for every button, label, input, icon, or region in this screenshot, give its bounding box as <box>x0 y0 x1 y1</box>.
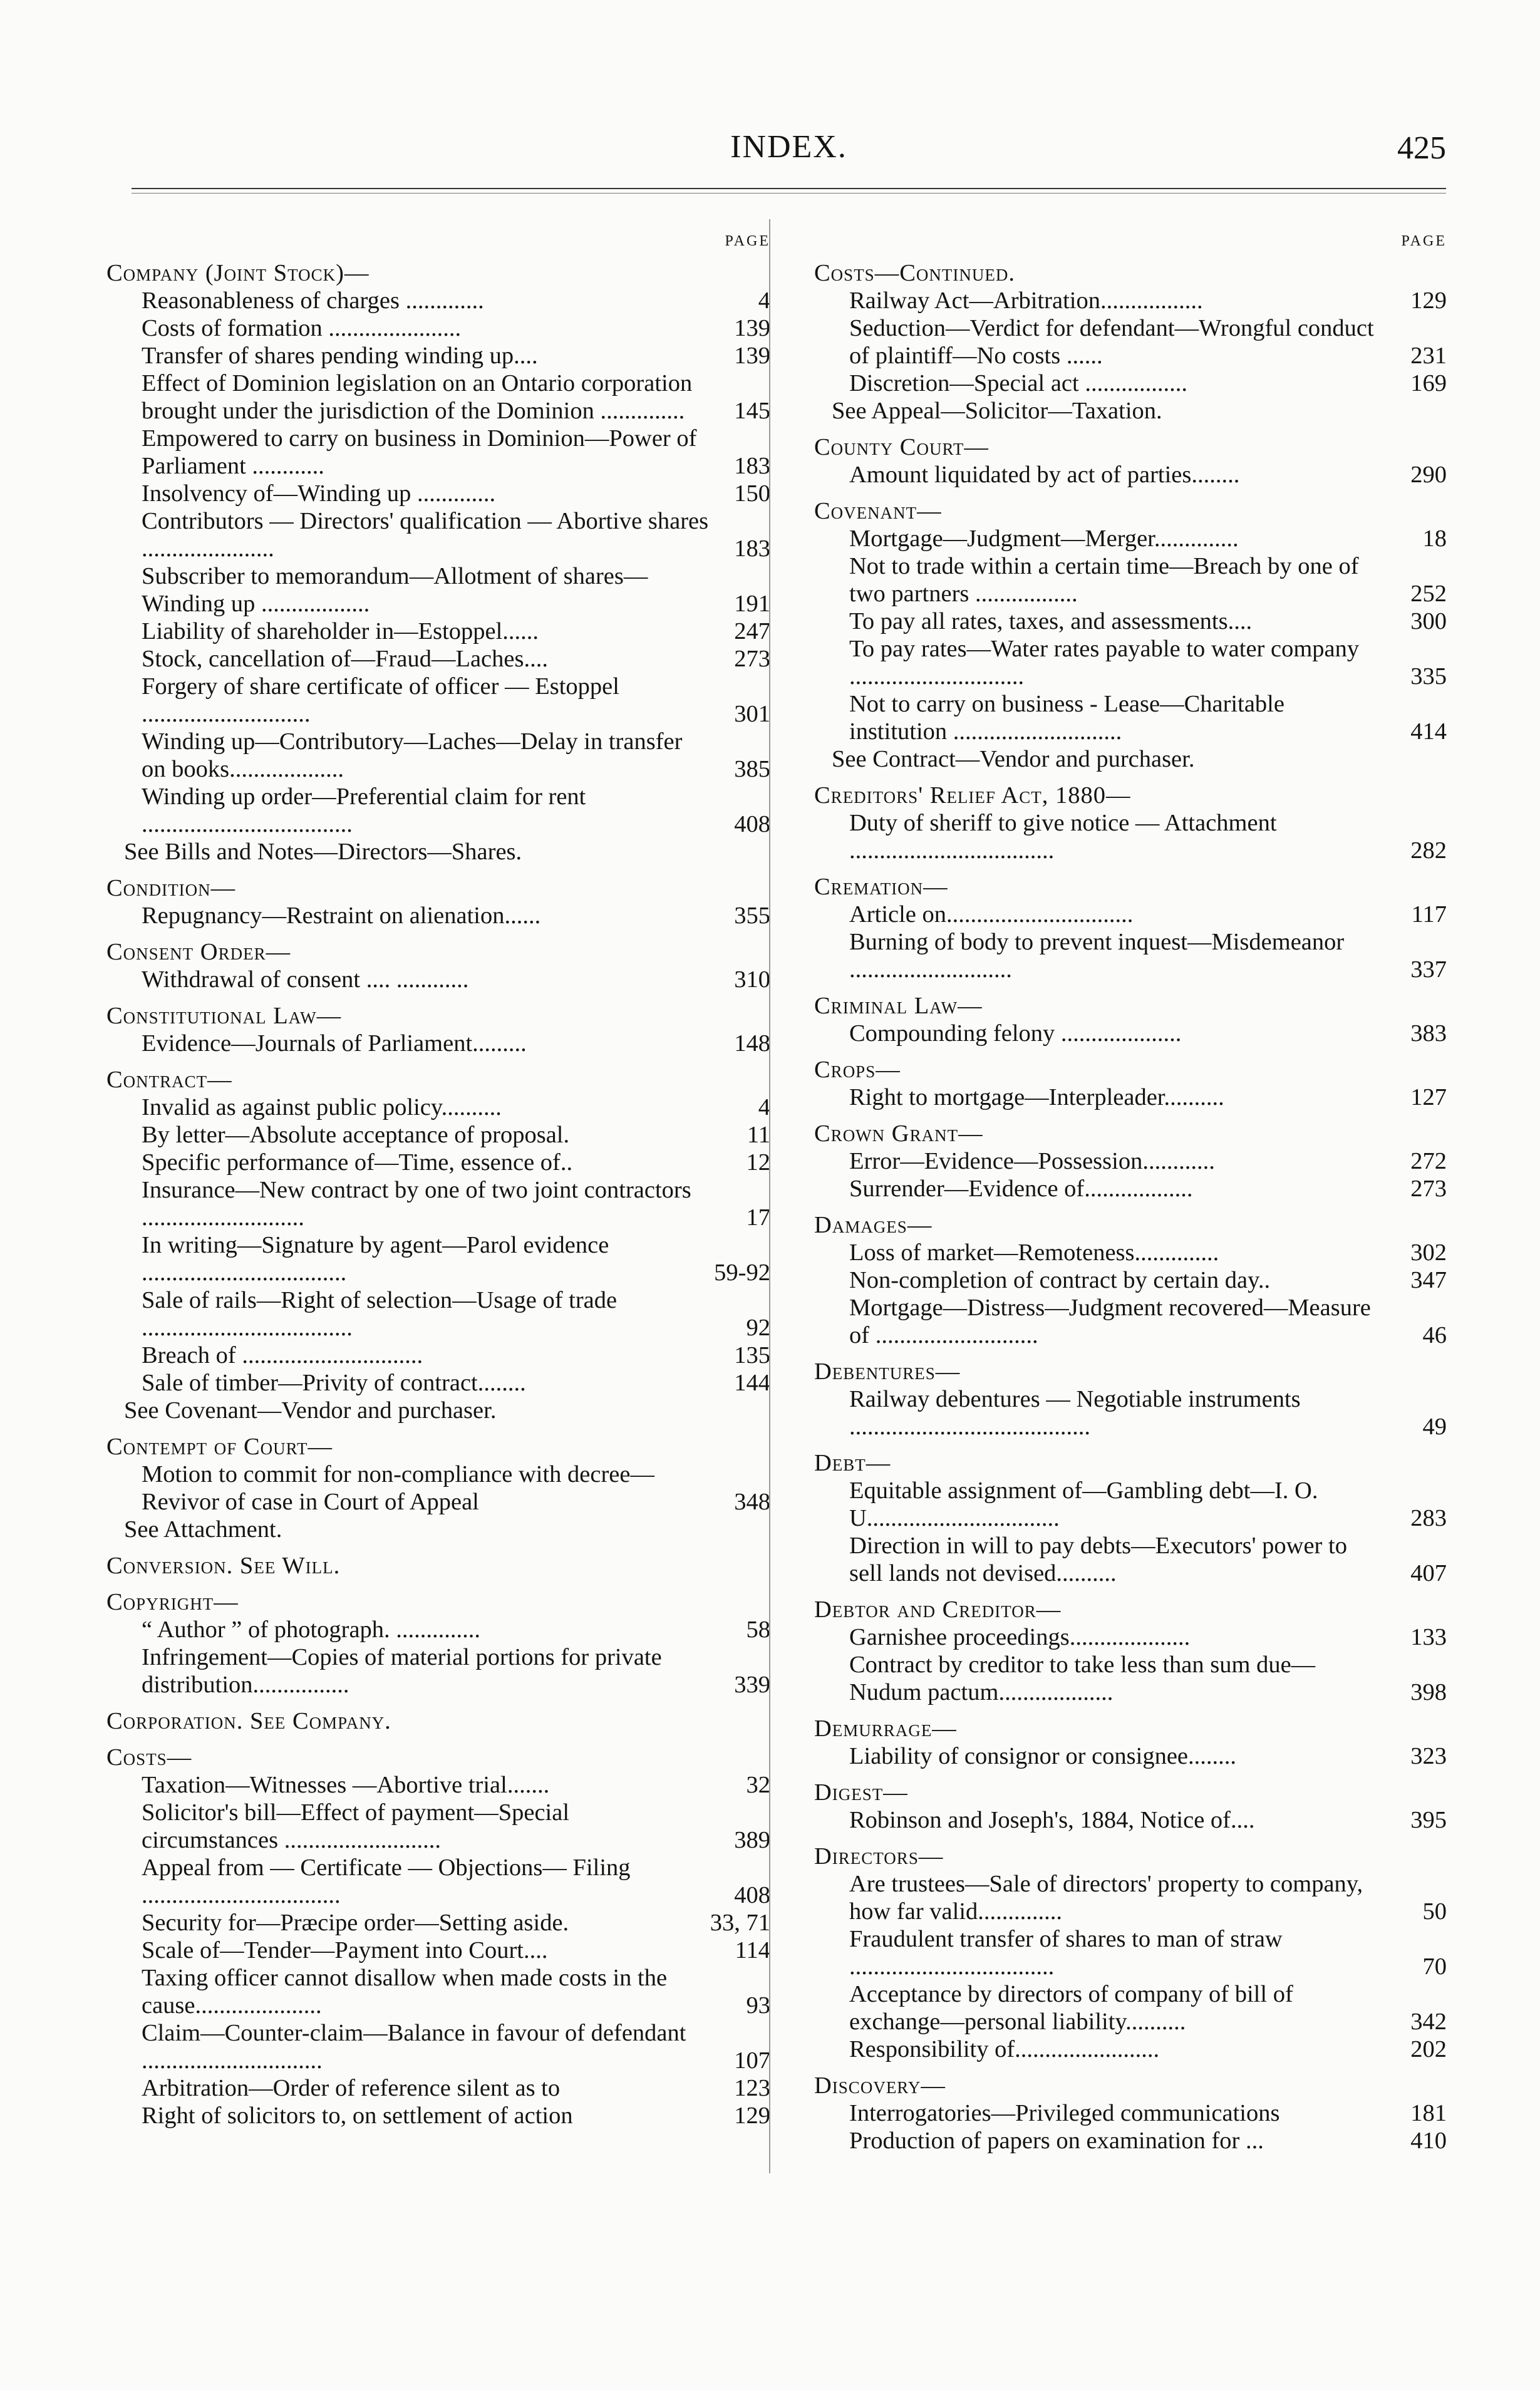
entry-text: Right of solicitors to, on settlement of action <box>142 2103 573 2129</box>
index-heading: Conversion. See Will. <box>106 1553 341 1579</box>
entry-text: In writing—Signature by agent—Parol evidence .................................. <box>142 1232 609 1286</box>
entry-page-reference: 50 <box>1422 1898 1447 1925</box>
index-entry <box>814 1806 1447 1834</box>
index-heading: Debtor and Creditor— <box>814 1596 1062 1623</box>
index-entry <box>106 314 770 342</box>
index-entry <box>814 1175 1447 1203</box>
index-entry <box>106 1937 770 1964</box>
index-heading: Debt— <box>814 1450 891 1476</box>
index-heading: Cremation— <box>814 874 948 900</box>
index-column-right <box>814 232 1447 2155</box>
index-entry <box>106 1461 770 1516</box>
index-entry <box>814 608 1447 635</box>
entry-text: Arbitration—Order of reference silent as to <box>142 2075 561 2101</box>
entry-page-reference: 127 <box>1410 1084 1447 1110</box>
index-heading: Consent Order— <box>106 939 291 965</box>
entry-page-reference: 348 <box>734 1489 770 1515</box>
entry-text: Forgery of share certificate of officer — Estoppel ............................ <box>142 673 619 727</box>
entry-page-reference: 408 <box>734 1882 770 1908</box>
index-entry <box>814 1742 1447 1770</box>
index-heading: Crown Grant— <box>814 1120 983 1147</box>
entry-text: Infringement—Copies of material portions for private distribution................ <box>142 1644 662 1698</box>
index-entry <box>814 552 1447 608</box>
index-entry <box>106 342 770 370</box>
index-heading: Contract— <box>106 1067 232 1093</box>
entry-page-reference: 202 <box>1410 2036 1447 2062</box>
index-entry <box>814 1532 1447 1587</box>
see-also-reference: See Contract—Vendor and purchaser. <box>832 746 1195 772</box>
entry-page-reference: 342 <box>1410 2009 1447 2035</box>
index-entry <box>814 370 1447 397</box>
entry-text: Mortgage—Judgment—Merger.............. <box>849 525 1239 552</box>
entry-page-reference: 58 <box>746 1617 770 1643</box>
see-also-reference: See Bills and Notes—Directors—Shares. <box>124 839 522 865</box>
entry-page-reference: 148 <box>734 1030 770 1057</box>
header-rule <box>132 188 1446 194</box>
entry-text: Discretion—Special act ................. <box>849 370 1187 396</box>
index-entry <box>106 1909 770 1937</box>
index-entry <box>814 1294 1447 1349</box>
entry-page-reference: 169 <box>1410 370 1447 396</box>
entry-page-reference: 144 <box>734 1370 770 1396</box>
index-heading: Copyright— <box>106 1589 239 1615</box>
index-entry <box>814 1385 1447 1441</box>
index-entry <box>814 809 1447 864</box>
index-heading: Covenant— <box>814 498 942 524</box>
entry-page-reference: 133 <box>1410 1624 1447 1650</box>
index-entry <box>106 2019 770 2074</box>
index-heading: Demurrage— <box>814 1715 957 1742</box>
index-entry <box>106 618 770 645</box>
entry-page-reference: 4 <box>758 1094 770 1120</box>
entry-text: Interrogatories—Privileged communications <box>849 2100 1280 2126</box>
entry-text: To pay all rates, taxes, and assessments.... <box>849 608 1253 634</box>
index-entry <box>106 966 770 993</box>
entry-text: Sale of timber—Privity of contract........ <box>142 1370 526 1396</box>
index-heading: County Court— <box>814 434 989 460</box>
entry-page-reference: 407 <box>1410 1560 1447 1586</box>
index-heading: Discovery— <box>814 2072 946 2099</box>
entry-text: Surrender—Evidence of.................. <box>849 1176 1193 1202</box>
entry-text: Stock, cancellation of—Fraud—Laches.... <box>142 646 548 672</box>
page-column-label: PAGE <box>725 233 770 249</box>
entry-text: Compounding felony .................... <box>849 1020 1182 1047</box>
entry-text: “ Author ” of photograph. .............. <box>142 1617 481 1643</box>
entry-text: Equitable assignment of—Gambling debt—I. O. U................................ <box>849 1477 1318 1531</box>
index-heading: Corporation. See Company. <box>106 1708 391 1734</box>
column-divider <box>769 219 770 2173</box>
entry-text: Appeal from — Certificate — Objections— Filing ................................. <box>142 1855 631 1908</box>
index-entry <box>814 1980 1447 2036</box>
index-heading: Digest— <box>814 1779 908 1806</box>
entry-page-reference: 273 <box>734 646 770 672</box>
entry-page-reference: 301 <box>734 701 770 727</box>
entry-page-reference: 70 <box>1422 1953 1447 1980</box>
entry-text: Burning of body to prevent inquest—Misdemeanor ........................... <box>849 929 1345 983</box>
entry-page-reference: 145 <box>734 398 770 424</box>
see-also-reference: See Attachment. <box>124 1516 282 1543</box>
entry-text: Taxation—Witnesses —Abortive trial....... <box>142 1772 550 1798</box>
see-also-reference: See Covenant—Vendor and purchaser. <box>124 1397 497 1424</box>
index-entry <box>106 1231 770 1286</box>
see-also-reference: See Appeal—Solicitor—Taxation. <box>832 398 1162 424</box>
index-entry <box>814 2099 1447 2127</box>
index-entry <box>106 1964 770 2019</box>
index-column-left <box>106 232 770 2129</box>
index-entry <box>814 314 1447 370</box>
index-entry <box>106 673 770 728</box>
index-entry <box>814 1084 1447 1111</box>
entry-text: Garnishee proceedings.................... <box>849 1624 1191 1650</box>
entry-page-reference: 4 <box>758 287 770 314</box>
index-entry <box>106 902 770 929</box>
index-heading: Company (Joint Stock)— <box>106 260 369 286</box>
entry-page-reference: 114 <box>735 1937 770 1963</box>
entry-text: Amount liquidated by act of parties........ <box>849 462 1240 488</box>
index-entry <box>814 1651 1447 1706</box>
entry-page-reference: 273 <box>1410 1176 1447 1202</box>
entry-page-reference: 252 <box>1410 581 1447 607</box>
entry-text: Solicitor's bill—Effect of payment—Special circumstances .......................... <box>142 1799 570 1853</box>
index-entry <box>106 507 770 562</box>
entry-text: Direction in will to pay debts—Executors' power to sell lands not devised.......... <box>849 1533 1347 1586</box>
entry-page-reference: 272 <box>1410 1148 1447 1174</box>
index-entry <box>106 1771 770 1799</box>
index-entry <box>106 783 770 838</box>
entry-page-reference: 347 <box>1410 1267 1447 1293</box>
index-heading: Directors— <box>814 1843 944 1870</box>
entry-text: Acceptance by directors of company of bill of exchange—personal liability.......... <box>849 1981 1293 2035</box>
entry-page-reference: 247 <box>734 618 770 644</box>
entry-text: Sale of rails—Right of selection—Usage of trade ................................... <box>142 1287 618 1341</box>
entry-page-reference: 92 <box>746 1315 770 1341</box>
index-entry <box>106 1176 770 1231</box>
index-entry <box>814 690 1447 745</box>
entry-text: Liability of shareholder in—Estoppel...... <box>142 618 539 644</box>
entry-page-reference: 335 <box>1410 663 1447 690</box>
index-entry <box>814 525 1447 552</box>
entry-page-reference: 355 <box>734 903 770 929</box>
entry-text: Production of papers on examination for ... <box>849 2128 1264 2154</box>
entry-page-reference: 18 <box>1422 525 1447 552</box>
index-entry <box>814 1870 1447 1925</box>
entry-text: Invalid as against public policy.......... <box>142 1094 502 1120</box>
entry-text: Liability of consignor or consignee........ <box>849 1743 1237 1769</box>
index-entry <box>106 287 770 314</box>
index-entry <box>106 425 770 480</box>
index-heading: Criminal Law— <box>814 993 983 1019</box>
entry-page-reference: 33, 71 <box>710 1910 770 1936</box>
entry-text: Repugnancy—Restraint on alienation...... <box>142 903 541 929</box>
index-entry <box>106 1030 770 1057</box>
index-entry <box>814 2036 1447 2063</box>
index-entry <box>106 1643 770 1699</box>
entry-text: Motion to commit for non-compliance with decree—Revivor of case in Court of Appeal <box>142 1461 654 1515</box>
index-entry <box>106 1149 770 1176</box>
index-entry <box>106 370 770 425</box>
entry-text: Empowered to carry on business in Dominion—Power of Parliament ............ <box>142 425 697 479</box>
index-entry <box>814 1020 1447 1047</box>
index-entry <box>106 2074 770 2102</box>
entry-text: Responsibility of........................ <box>849 2036 1160 2062</box>
entry-text: Fraudulent transfer of shares to man of straw .................................. <box>849 1926 1283 1980</box>
entry-text: Winding up—Contributory—Laches—Delay in transfer on books................... <box>142 728 683 782</box>
index-heading: Condition— <box>106 875 236 901</box>
entry-page-reference: 93 <box>746 1992 770 2019</box>
entry-text: Contract by creditor to take less than sum due—Nudum pactum................... <box>849 1652 1316 1705</box>
entry-page-reference: 323 <box>1410 1743 1447 1769</box>
index-heading: Contempt of Court— <box>106 1434 333 1460</box>
entry-text: Contributors — Directors' qualification — Abortive shares ...................... <box>142 508 709 562</box>
entry-page-reference: 123 <box>734 2075 770 2101</box>
entry-page-reference: 383 <box>1410 1020 1447 1047</box>
entry-page-reference: 46 <box>1422 1322 1447 1348</box>
entry-page-reference: 181 <box>1410 2100 1447 2126</box>
index-heading: Debentures— <box>814 1358 961 1385</box>
entry-text: Robinson and Joseph's, 1884, Notice of.... <box>849 1807 1255 1833</box>
entry-page-reference: 107 <box>734 2047 770 2074</box>
entry-text: Breach of .............................. <box>142 1342 423 1368</box>
entry-text: Taxing officer cannot disallow when made costs in the cause..................... <box>142 1965 668 2019</box>
entry-page-reference: 290 <box>1410 462 1447 488</box>
entry-page-reference: 117 <box>1411 901 1447 928</box>
index-entry <box>106 1342 770 1369</box>
entry-text: Winding up order—Preferential claim for rent ................................... <box>142 784 586 837</box>
entry-text: Not to carry on business - Lease—Charitable institution ............................ <box>849 691 1284 745</box>
entry-page-reference: 283 <box>1410 1505 1447 1531</box>
index-entry <box>106 2102 770 2129</box>
entry-page-reference: 139 <box>734 315 770 341</box>
entry-page-reference: 135 <box>734 1342 770 1368</box>
entry-text: Effect of Dominion legislation on an Ontario corporation brought under the jurisdiction of the Dominion .............. <box>142 370 693 424</box>
entry-page-reference: 11 <box>747 1122 770 1148</box>
entry-text: Costs of formation ...................... <box>142 315 462 341</box>
entry-text: Duty of sheriff to give notice — Attachment .................................. <box>849 810 1277 864</box>
entry-text: Reasonableness of charges ............. <box>142 287 484 314</box>
index-entry <box>814 1266 1447 1294</box>
index-heading: Constitutional Law— <box>106 1003 342 1029</box>
page-column-label: PAGE <box>1401 233 1447 249</box>
entry-page-reference: 183 <box>734 453 770 479</box>
entry-page-reference: 395 <box>1410 1807 1447 1833</box>
entry-page-reference: 398 <box>1410 1679 1447 1705</box>
entry-page-reference: 310 <box>734 966 770 993</box>
entry-text: Evidence—Journals of Parliament......... <box>142 1030 527 1057</box>
index-entry <box>106 480 770 507</box>
index-entry <box>814 1147 1447 1175</box>
entry-page-reference: 12 <box>746 1149 770 1176</box>
index-entry <box>106 1094 770 1121</box>
entry-text: Specific performance of—Time, essence of.. <box>142 1149 573 1176</box>
index-heading: Costs—Continued. <box>814 260 1015 286</box>
entry-page-reference: 139 <box>734 343 770 369</box>
index-heading: Creditors' Relief Act, 1880— <box>814 782 1131 809</box>
entry-page-reference: 150 <box>734 480 770 507</box>
entry-page-reference: 231 <box>1410 343 1447 369</box>
entry-text: Subscriber to memorandum—Allotment of shares—Winding up .................. <box>142 563 648 617</box>
entry-text: Insolvency of—Winding up ............. <box>142 480 496 507</box>
running-head <box>132 128 1446 185</box>
index-entry <box>814 928 1447 983</box>
index-entry <box>814 461 1447 489</box>
entry-text: Security for—Præcipe order—Setting aside. <box>142 1910 569 1936</box>
entry-page-reference: 385 <box>734 756 770 782</box>
index-entry <box>814 287 1447 314</box>
index-entry <box>106 1799 770 1854</box>
entry-text: Loss of market—Remoteness.............. <box>849 1239 1219 1266</box>
entry-page-reference: 408 <box>734 811 770 837</box>
index-entry <box>814 901 1447 928</box>
entry-page-reference: 300 <box>1410 608 1447 634</box>
entry-text: Claim—Counter-claim—Balance in favour of defendant .............................. <box>142 2020 686 2074</box>
entry-page-reference: 414 <box>1410 718 1447 745</box>
entry-text: Mortgage—Distress—Judgment recovered—Measure of ........................... <box>849 1295 1371 1348</box>
entry-text: By letter—Absolute acceptance of proposal. <box>142 1122 570 1148</box>
entry-text: Non-completion of contract by certain day.. <box>849 1267 1271 1293</box>
index-entry <box>106 1616 770 1643</box>
entry-page-reference: 302 <box>1410 1239 1447 1266</box>
index-entry <box>814 2127 1447 2155</box>
entry-page-reference: 32 <box>746 1772 770 1798</box>
index-entry <box>106 645 770 673</box>
entry-page-reference: 337 <box>1410 956 1447 983</box>
index-entry <box>814 1925 1447 1980</box>
entry-page-reference: 410 <box>1410 2128 1447 2154</box>
index-heading: Costs— <box>106 1744 192 1771</box>
entry-page-reference: 129 <box>1410 287 1447 314</box>
index-entry <box>814 1477 1447 1532</box>
entry-text: Railway Act—Arbitration................. <box>849 287 1203 314</box>
entry-page-reference: 59-92 <box>714 1260 770 1286</box>
entry-text: Article on............................... <box>849 901 1134 928</box>
entry-page-reference: 129 <box>734 2103 770 2129</box>
entry-text: Seduction—Verdict for defendant—Wrongful conduct of plaintiff—No costs ...... <box>849 315 1374 369</box>
entry-text: Transfer of shares pending winding up.... <box>142 343 538 369</box>
entry-text: Railway debentures — Negotiable instruments ........................................ <box>849 1386 1301 1440</box>
index-entry <box>106 728 770 783</box>
entry-page-reference: 49 <box>1422 1414 1447 1440</box>
index-entry <box>106 1286 770 1342</box>
index-heading: Damages— <box>814 1212 933 1238</box>
index-entry <box>106 562 770 618</box>
index-entry <box>814 1623 1447 1651</box>
entry-page-reference: 183 <box>734 535 770 562</box>
index-entry <box>814 1239 1447 1266</box>
index-entry <box>814 635 1447 690</box>
index-heading: Crops— <box>814 1057 901 1083</box>
index-entry <box>106 1121 770 1149</box>
entry-text: To pay rates—Water rates payable to water company ............................. <box>849 636 1360 690</box>
entry-text: Are trustees—Sale of directors' property to company, how far valid.............. <box>849 1871 1363 1925</box>
page-title: INDEX. <box>730 129 847 165</box>
entry-text: Withdrawal of consent .... ............ <box>142 966 469 993</box>
entry-page-reference: 17 <box>746 1204 770 1231</box>
index-entry <box>106 1369 770 1397</box>
entry-page-reference: 339 <box>734 1672 770 1698</box>
entry-text: Not to trade within a certain time—Breach by one of two partners ................. <box>849 553 1359 607</box>
entry-text: Insurance—New contract by one of two joint contractors ........................... <box>142 1177 691 1231</box>
entry-text: Error—Evidence—Possession............ <box>849 1148 1215 1174</box>
entry-page-reference: 389 <box>734 1827 770 1853</box>
index-entry <box>106 1854 770 1909</box>
entry-text: Scale of—Tender—Payment into Court.... <box>142 1937 548 1963</box>
entry-page-reference: 191 <box>734 591 770 617</box>
entry-page-reference: 282 <box>1410 837 1447 864</box>
entry-text: Right to mortgage—Interpleader.......... <box>849 1084 1224 1110</box>
page-number: 425 <box>1397 130 1446 166</box>
